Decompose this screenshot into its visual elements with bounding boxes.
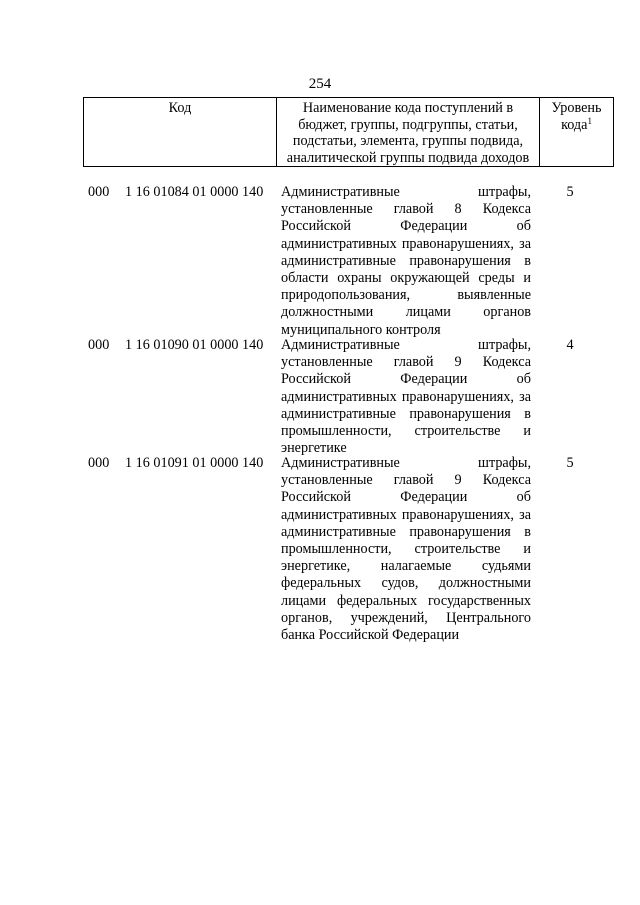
desc-line: энергетике, налагаемые судьями: [281, 558, 531, 575]
desc-line: муниципального контроля: [281, 321, 441, 338]
desc-line: Российской Федерации об: [281, 218, 531, 235]
desc-line: области охраны окружающей среды и: [281, 269, 531, 286]
row-description: [281, 337, 531, 457]
desc-line: Административные штрафы,: [281, 184, 531, 200]
desc-line: административных правонарушениях, за: [281, 506, 531, 523]
desc-line: Российской Федерации об: [281, 489, 531, 506]
row-prefix: 000: [88, 337, 110, 353]
page-number: 254: [308, 76, 332, 92]
row-description: [281, 184, 531, 339]
row-code: 1 16 01084 01 0000 140: [125, 184, 264, 200]
header-level-cell: [540, 98, 614, 167]
desc-line: энергетике: [281, 440, 347, 457]
desc-line: Российской Федерации об: [281, 371, 531, 388]
desc-line: Административные штрафы,: [281, 337, 531, 353]
row-prefix: 000: [88, 184, 110, 200]
header-level-wrap: [540, 98, 613, 133]
desc-line: промышленности, строительстве и: [281, 540, 531, 557]
desc-line: лицами федеральных государственных: [281, 592, 531, 609]
desc-line: банка Российской Федерации: [281, 626, 460, 643]
header-code-cell: [84, 98, 277, 167]
desc-line: должностными лицами органов: [281, 304, 531, 321]
desc-line: административные правонарушения в: [281, 405, 531, 422]
desc-line: административные правонарушения в: [281, 523, 531, 540]
header-name-cell: [277, 98, 540, 167]
row-code: 1 16 01090 01 0000 140: [125, 337, 264, 353]
table-header: [83, 97, 614, 167]
desc-line: природопользования, выявленные: [281, 287, 531, 304]
row-code: 1 16 01091 01 0000 140: [125, 455, 264, 471]
desc-line: административных правонарушениях, за: [281, 388, 531, 405]
desc-line: административные правонарушения в: [281, 252, 531, 269]
desc-line: Административные штрафы,: [281, 455, 531, 471]
desc-line: органов, учреждений, Центрального: [281, 609, 531, 626]
header-level-label: Уровень кода: [551, 100, 602, 133]
header-level-footnote: 1: [587, 115, 592, 126]
header-name-label: Наименование кода поступлений в бюджет, группы, подгруппы, статьи, подстатьи, элемента, группы подвида, аналитической группы подвида доходов: [286, 100, 530, 166]
desc-line: федеральных судов, должностными: [281, 575, 531, 592]
row-description: [281, 455, 531, 644]
desc-line: установленные главой 9 Кодекса: [281, 354, 531, 371]
header-code-label: Код: [168, 100, 192, 116]
row-level: 5: [566, 455, 574, 471]
row-prefix: 000: [88, 455, 110, 471]
desc-line: установленные главой 9 Кодекса: [281, 472, 531, 489]
desc-line: установленные главой 8 Кодекса: [281, 201, 531, 218]
row-level: 4: [566, 337, 574, 353]
desc-line: промышленности, строительстве и: [281, 422, 531, 439]
desc-line: административных правонарушениях, за: [281, 235, 531, 252]
row-level: 5: [566, 184, 574, 200]
